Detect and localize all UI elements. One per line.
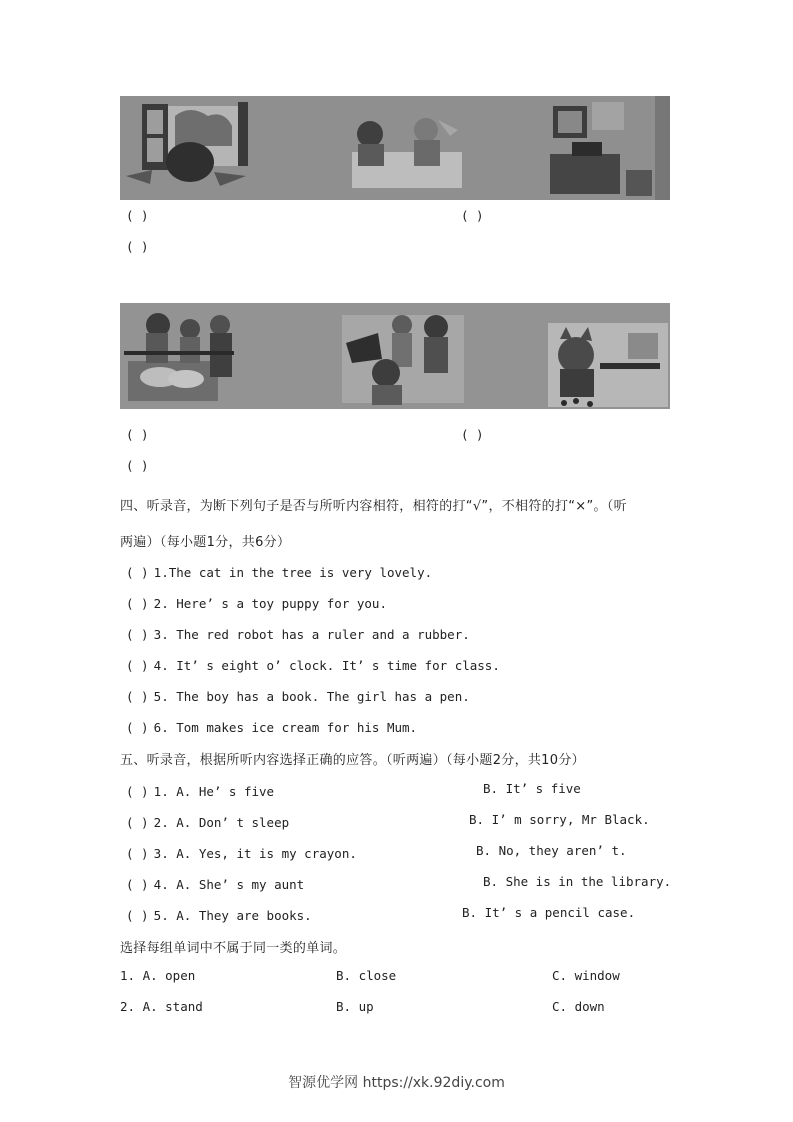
answer-blank[interactable]: ( ) xyxy=(126,877,149,892)
section4-item xyxy=(126,717,417,736)
word-option-b: B. close xyxy=(336,968,397,983)
option-a: 4. A. She’ s my aunt xyxy=(153,877,305,892)
option-a: 2. A. Don’ t sleep xyxy=(153,815,290,830)
section4-item xyxy=(126,562,432,581)
section4-item xyxy=(126,655,500,674)
section4-item xyxy=(126,686,470,705)
statement-text: 1.The cat in the tree is very lovely. xyxy=(153,565,433,580)
option-b: B. No, they aren’ t. xyxy=(476,843,627,858)
answer-blank[interactable]: ( ) xyxy=(126,815,149,830)
scene-illustrations-1 xyxy=(120,96,670,200)
pic2-answer-blank-1[interactable]: ( ) xyxy=(126,427,149,442)
option-b: B. She is in the library. xyxy=(483,874,672,889)
option-b: B. It’ s a pencil case. xyxy=(462,905,636,920)
section5-item xyxy=(126,905,312,924)
statement-text: 6. Tom makes ice cream for his Mum. xyxy=(153,720,418,735)
option-a: 5. A. They are books. xyxy=(153,908,312,923)
footer-watermark: 智源优学网 https://xk.92diy.com xyxy=(288,1075,505,1091)
pic1-answer-blank-2[interactable]: ( ) xyxy=(461,208,484,223)
section4-item xyxy=(126,593,387,612)
word-option-a: 1. A. open xyxy=(120,968,196,983)
option-a: 1. A. He’ s five xyxy=(153,784,275,799)
statement-text: 4. It’ s eight o’ clock. It’ s time for class. xyxy=(153,658,500,673)
picture-strip-1 xyxy=(120,96,670,200)
answer-blank[interactable]: ( ) xyxy=(126,846,149,861)
answer-blank[interactable]: ( ) xyxy=(126,908,149,923)
word-option-b: B. up xyxy=(336,999,374,1014)
statement-text: 5. The boy has a book. The girl has a pen. xyxy=(153,689,470,704)
pic1-answer-blank-1[interactable]: ( ) xyxy=(126,208,149,223)
word-option-c: C. window xyxy=(552,968,620,983)
section4-heading-line2: 两遍）（每小题1分，共6分） xyxy=(120,535,291,550)
option-a: 3. A. Yes, it is my crayon. xyxy=(153,846,357,861)
word-option-c: C. down xyxy=(552,999,605,1014)
answer-blank[interactable]: ( ) xyxy=(126,784,149,799)
word-option-a: 2. A. stand xyxy=(120,999,203,1014)
section5-item xyxy=(126,874,304,893)
pic1-answer-blank-3[interactable]: ( ) xyxy=(126,239,149,254)
section5-item xyxy=(126,843,357,862)
answer-blank[interactable]: ( ) xyxy=(126,565,149,580)
scene-illustrations-2 xyxy=(120,303,670,409)
answer-blank[interactable]: ( ) xyxy=(126,658,149,673)
picture-strip-2 xyxy=(120,303,670,409)
section4-heading-line1: 四、听录音，为断下列句子是否与所听内容相符，相符的打“√”，不相符的打“×”。（听 xyxy=(120,499,627,514)
answer-blank[interactable]: ( ) xyxy=(126,689,149,704)
section6-heading: 选择每组单词中不属于同一类的单词。 xyxy=(120,941,347,956)
section4-item xyxy=(126,624,470,643)
section5-item xyxy=(126,781,274,800)
statement-text: 3. The red robot has a ruler and a rubber. xyxy=(153,627,470,642)
section5-item xyxy=(126,812,289,831)
option-b: B. It’ s five xyxy=(483,781,581,796)
answer-blank[interactable]: ( ) xyxy=(126,627,149,642)
option-b: B. I’ m sorry, Mr Black. xyxy=(469,812,650,827)
pic2-answer-blank-3[interactable]: ( ) xyxy=(126,458,149,473)
answer-blank[interactable]: ( ) xyxy=(126,596,149,611)
section5-heading: 五、听录音，根据所听内容选择正确的应答。（听两遍）（每小题2分，共10分） xyxy=(120,753,585,768)
answer-blank[interactable]: ( ) xyxy=(126,720,149,735)
statement-text: 2. Here’ s a toy puppy for you. xyxy=(153,596,387,611)
pic2-answer-blank-2[interactable]: ( ) xyxy=(461,427,484,442)
